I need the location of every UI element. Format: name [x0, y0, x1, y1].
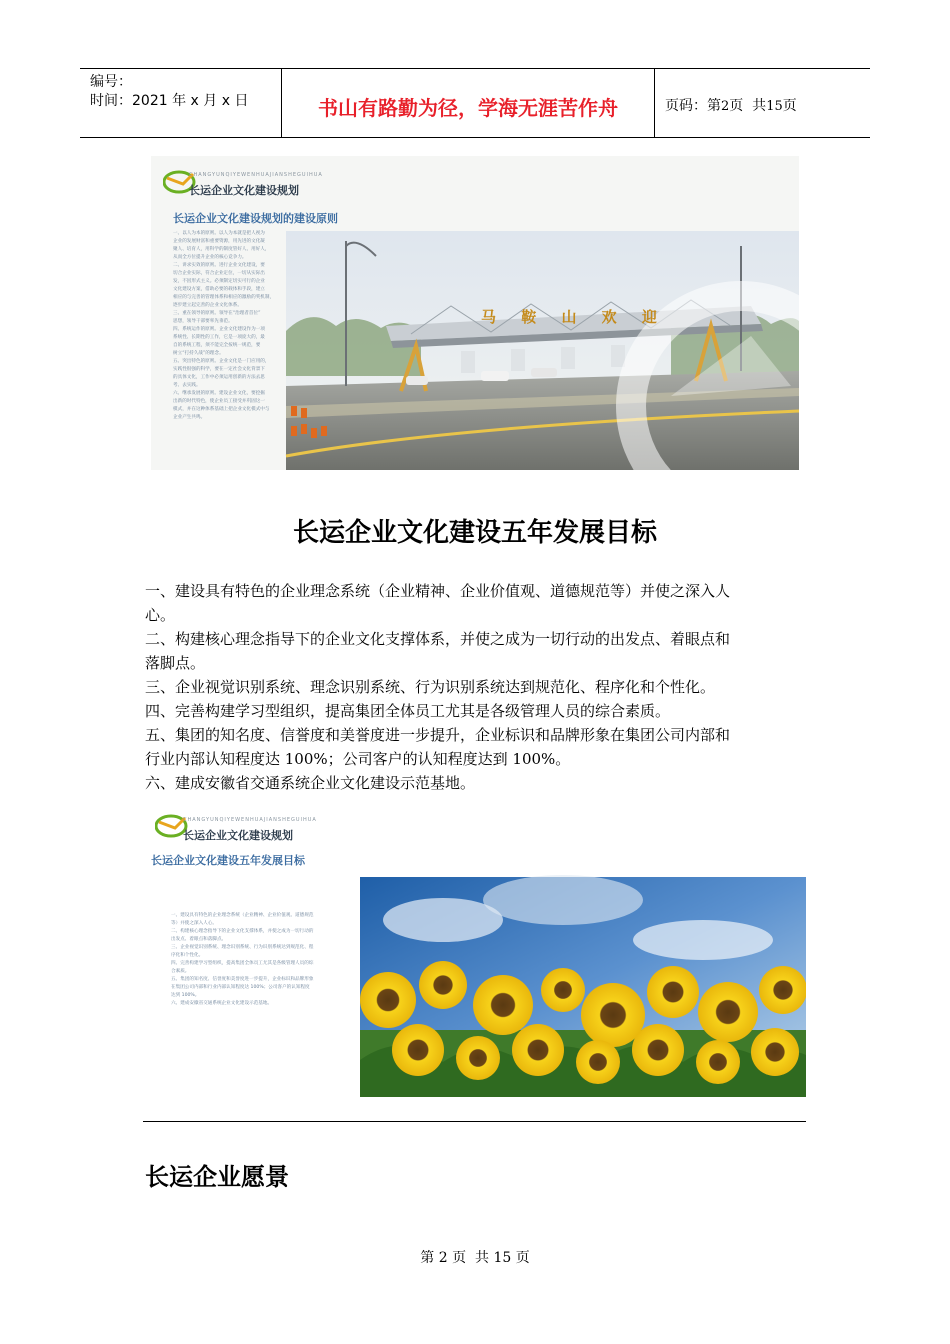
- slide1-body-line: 树立“打持久战”的理念。: [173, 351, 224, 356]
- header-page-number: [665, 95, 797, 115]
- slide1-logo-subtitle: CHANGYUNQIYEWENHUAJIANSHEGUIHUA: [189, 172, 323, 178]
- goal-line: 五、集团的知名度、信誉度和美誉度进一步提升，企业标识和品牌形象在集团公司内部和: [145, 726, 731, 744]
- header-motto: 书山有路勤为径，学海无涯苦作舟: [318, 96, 618, 120]
- page-suffix: 页: [782, 98, 797, 114]
- goal-line: 三、企业视觉识别系统、理念识别系统、行为识别系统达到规范化、程序化和个性化。: [145, 678, 716, 696]
- slide1-title: 长运企业文化建设规划的建设原则: [173, 212, 338, 225]
- page-total: 15: [766, 99, 783, 114]
- page-prefix: 页码：第: [665, 98, 721, 114]
- slide1-body-line: 相应的与完善的管理体系和相应的激励的奖机制，: [173, 295, 275, 300]
- slide1-body-line: 出新的时代特色，使企业员工接受并巩固这一: [173, 399, 265, 404]
- header-left-cell: [80, 69, 282, 137]
- footer-mid: 页 共: [452, 1250, 489, 1266]
- slide-image-construction-principles: [151, 156, 799, 470]
- goal-line: 心。: [145, 606, 176, 624]
- section-heading-vision: 长运企业愿景: [145, 1163, 289, 1191]
- slide2-body-line: 出发点、着眼点和落脚点。: [171, 937, 227, 942]
- page-mid: 页 共: [729, 98, 767, 114]
- slide2-body-line: 四、完善构建学习型组织，提高集团全体员工尤其是各级管理人员的综: [171, 961, 314, 966]
- slide1-body-line: 的具体文化，工作中必须运用创新的方法去思: [173, 375, 265, 380]
- slide2-body-line: 序化和个性化。: [171, 953, 204, 958]
- slide1-body-line: 自的系统工程，须不能完全按统一规范，要: [173, 343, 261, 348]
- footer-current-page: 2: [438, 1250, 448, 1266]
- slide1-body-line: 企业的发展财富和重要资源，用先进的文化凝: [173, 239, 265, 244]
- slide1-body-line: 发，不因形式主义。必须制定切实可行的企业: [173, 279, 265, 284]
- slide2-body-line: 等）并使之深入人心。: [171, 921, 217, 926]
- document-number-label: 编号：: [90, 74, 132, 90]
- page-footer: [0, 1247, 950, 1267]
- slide1-body-line: 文化建设方案，借助必要的载体和手段，建立: [173, 287, 265, 292]
- slide1-body-line: 聚人、培育人，用科学的制度管好人、用好人，: [173, 247, 270, 252]
- section-divider: [143, 1121, 806, 1122]
- slide1-body-line: 二、讲求实效的原则。进行企业文化建设，要: [173, 263, 265, 268]
- document-date: 时间：2021 年 x 月 x 日: [90, 93, 249, 109]
- goal-line: 一、建设具有特色的企业理念系统（企业精神、企业价值观、道德规范等）并使之深入人: [145, 582, 731, 600]
- footer-prefix: 第: [420, 1250, 435, 1266]
- slide2-logo-subtitle: CHANGYUNQIYEWENHUAJIANSHEGUIHUA: [183, 817, 317, 823]
- slide1-body-line: 模式，并在这种体系基础上把企业文化模式中与: [173, 407, 270, 412]
- slide2-body-line: 合素质。: [171, 969, 190, 974]
- toll-gate-sign: 马 鞍 山 欢 迎: [481, 308, 667, 326]
- slide2-body-line: 六、建成安徽省交通系统企业文化建设示范基地。: [171, 1001, 273, 1006]
- page-current: 2: [721, 99, 730, 114]
- slide2-body-line: 五、集团的知名度、信誉度和美誉度进一步提升，企业标识和品牌形象: [171, 977, 314, 982]
- page-title: 长运企业文化建设五年发展目标: [292, 518, 657, 548]
- goal-line: 六、建成安徽省交通系统企业文化建设示范基地。: [145, 774, 476, 792]
- slide2-body-line: 达到 100%。: [171, 993, 200, 998]
- header-motto-cell: [282, 69, 655, 137]
- slide1-body-line: 四、系统运作的原则。企业文化建设作为一项: [173, 327, 265, 332]
- slide1-body-text: [173, 230, 285, 422]
- slide1-body-line: 五、突出特色的原则。企业文化是一门应用的，: [173, 359, 270, 364]
- goal-line: 二、构建核心理念指导下的企业文化支撑体系，并使之成为一切行动的出发点、着眼点和: [145, 630, 731, 648]
- slide1-body-line: 系统性、长期性的工作，它是一项庞大的，最: [173, 335, 265, 340]
- goal-line: 四、完善构建学习型组织，提高集团全体员工尤其是各级管理人员的综合素质。: [145, 702, 671, 720]
- slide2-body-line: 一、建设具有特色的企业理念系统（企业精神、企业价值观、道德规范: [171, 913, 314, 918]
- header-page-cell: [655, 69, 870, 137]
- footer-total-pages: 15: [493, 1250, 512, 1266]
- slide2-logo-text: 长运企业文化建设规划: [183, 829, 293, 842]
- slide1-body-line: 切合企业实际，符合企业定位，一切从实际出: [173, 271, 265, 276]
- slide2-body-line: 三、企业视觉识别系统、理念识别系统、行为识别系统达到规范化、程: [171, 945, 314, 950]
- goals-list: [145, 579, 810, 795]
- slide2-body-line: 在集团公司内部和行业内部认知程度达 100%；公司客户的认知程度: [171, 985, 310, 990]
- header-table: [80, 68, 870, 138]
- slide1-body-line: 思想，领导干部要率先垂范。: [173, 319, 233, 324]
- slide1-body-line: 企业产生共鸣。: [173, 415, 206, 420]
- slide1-body-line: 考、去实践。: [173, 383, 201, 388]
- slide1-body-line: 六、继承发展的原则。建设企业文化，要挖掘: [173, 391, 265, 396]
- slide2-title: 长运企业文化建设五年发展目标: [151, 854, 305, 867]
- slide1-body-line: 逐步建立起完善的企业文化体系。: [173, 303, 242, 308]
- goal-line: 落脚点。: [145, 654, 206, 672]
- slide1-body-line: 实践性很强的科学，要在一定社会文化背景下: [173, 367, 265, 372]
- slide1-body-line: 从而全方位提升企业的核心竞争力。: [173, 255, 247, 260]
- slide1-logo-text: 长运企业文化建设规划: [189, 184, 299, 197]
- goal-line: 行业内部认知程度达 100%；公司客户的认知程度达到 100%。: [145, 750, 571, 768]
- slide1-body-line: 三、重在领导的原则。领导在“治理者首位”: [173, 311, 261, 316]
- footer-suffix: 页: [515, 1250, 530, 1266]
- slide2-body-text: [171, 912, 356, 1008]
- slide2-body-line: 二、构建核心理念指导下的企业文化支撑体系，并使之成为一切行动的: [171, 929, 314, 934]
- slide-image-five-year-goals: [143, 800, 806, 1120]
- slide1-body-line: 一、以人为本的原则。以人为本就是把人视为: [173, 231, 265, 236]
